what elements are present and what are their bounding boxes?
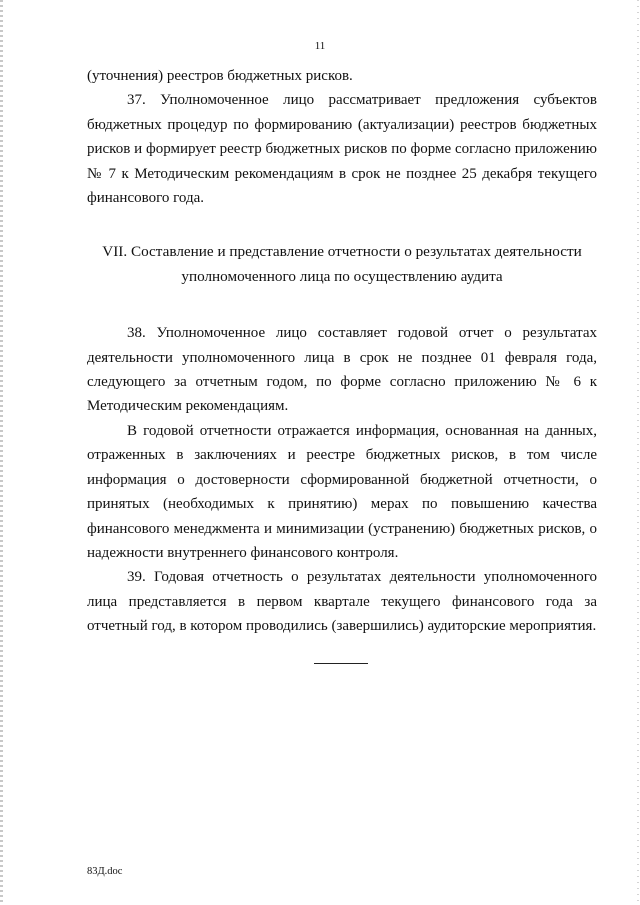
section-heading-line-1: VII. Составление и представление отчетности о результатах деятельности xyxy=(102,243,582,261)
paragraph-annual-reporting: В годовой отчетности отражается информация, основанная на данных, отраженных в заключениях и реестре бюджетных рисков, в том числе информация о достоверности сформированной бюджетной отчетности, о принятых (необходимых к принятию) мерах по повышению качества финансового менеджмента и минимизации (устранению) бюджетных рисков, о надежности внутреннего финансового контроля. xyxy=(87,422,597,561)
section-heading-line-2: уполномоченного лица по осуществлению аудита xyxy=(181,267,503,285)
footer-filename: 83Д.doc xyxy=(87,866,123,877)
scan-edge-right xyxy=(637,0,639,905)
document-body xyxy=(87,64,597,639)
section-heading xyxy=(87,240,597,289)
scan-edge-left xyxy=(0,0,3,905)
end-of-text-rule xyxy=(314,663,368,664)
paragraph-37: 37. Уполномоченное лицо рассматривает предложения субъектов бюджетных процедур по формированию (актуализации) реестров бюджетных рисков и формирует реестр бюджетных рисков по форме согласно приложению № 7 к Методическим рекомендациям в срок не позднее 25 декабря текущего финансового года. xyxy=(87,92,597,207)
paragraph-continuation: (уточнения) реестров бюджетных рисков. xyxy=(87,68,353,84)
paragraph-39: 39. Годовая отчетность о результатах деятельности уполномоченного лица представляется в первом квартале текущего финансового года за отчетный год, в котором проводились (завершились) аудиторские мероприятия. xyxy=(87,569,597,635)
page-number: 11 xyxy=(314,40,326,52)
paragraph-38: 38. Уполномоченное лицо составляет годовой отчет о результатах деятельности уполномоченного лица в срок не позднее 01 февраля года, следующего за отчетным годом, по форме согласно приложению № 6 к Методическим рекомендациям. xyxy=(87,325,597,415)
